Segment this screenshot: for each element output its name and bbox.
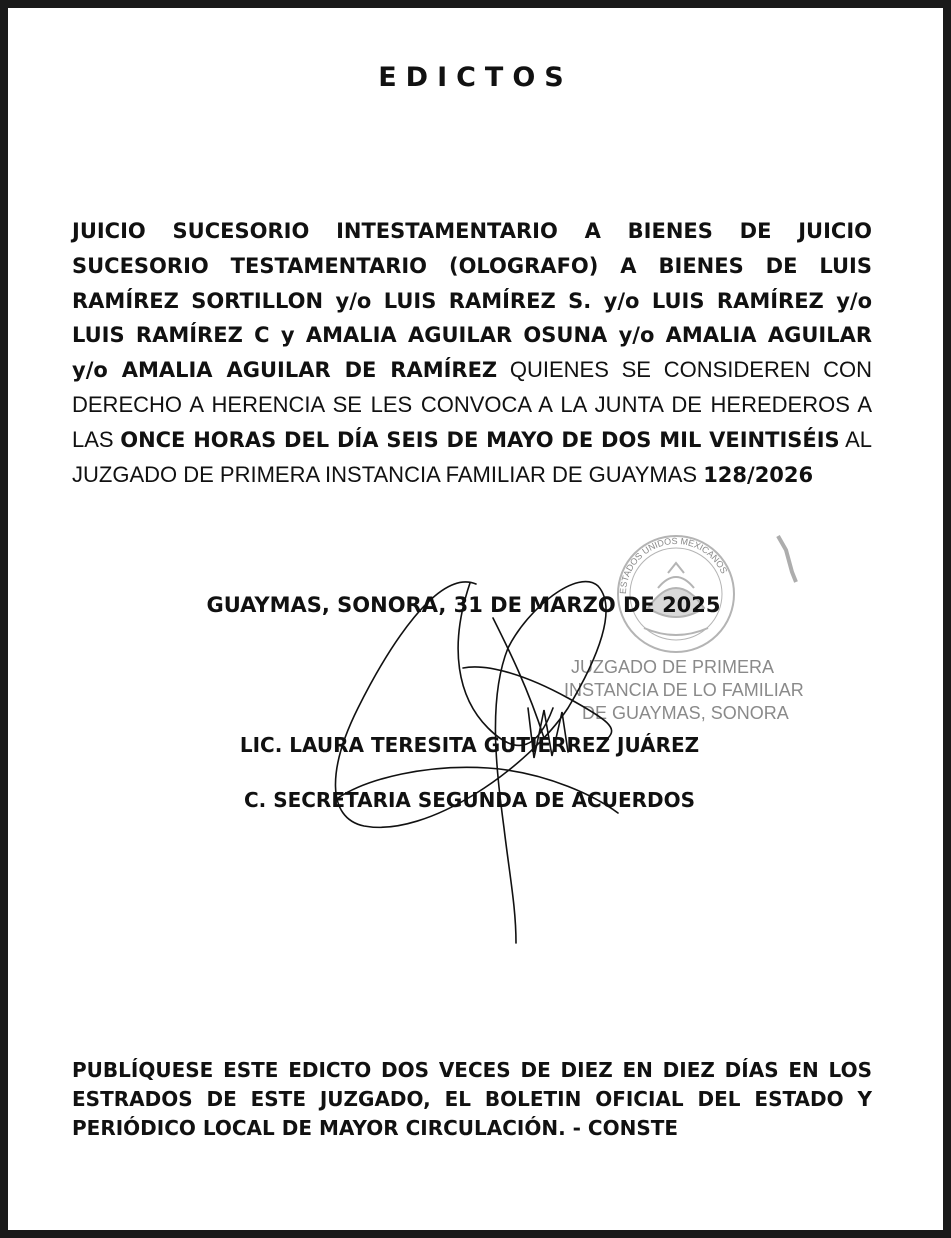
edict-bold-intro: JUICIO SUCESORIO INTESTAMENTARIO A BIENES DE JUICIO SUCESORIO TESTAMENTARIO (OLOGRAFO) A BIENES DE LUIS RAMÍREZ SORTILLON y/o LUIS RAMÍREZ S. y/o LUIS RAMÍREZ y/o LUIS RAMÍREZ C y AMALIA AGUILAR OSUNA y/o AMALIA AGUILAR y/o AMALIA AGUILAR DE RAMÍREZ bbox=[72, 219, 872, 383]
document-page bbox=[8, 8, 943, 1230]
publication-footer: PUBLÍQUESE ESTE EDICTO DOS VECES DE DIEZ EN DIEZ DÍAS EN LOS ESTRADOS DE ESTE JUZGADO, EL BOLETIN OFICIAL DEL ESTADO Y PERIÓDICO LOCAL DE MAYOR CIRCULACIÓN. - CONSTE bbox=[72, 1058, 872, 1140]
stamp-line-2: INSTANCIA DE LO FAMILIAR bbox=[564, 680, 804, 700]
date-line: GUAYMAS, SONORA, 31 DE MARZO DE 2025 bbox=[206, 593, 721, 617]
signatory-role: C. SECRETARIA SEGUNDA DE ACUERDOS bbox=[243, 788, 696, 812]
seal-text: ESTADOS UNIDOS MEXICANOS bbox=[617, 535, 730, 595]
stamp-line-3: DE GUAYMAS, SONORA bbox=[582, 703, 789, 723]
document-title: EDICTOS bbox=[378, 62, 573, 93]
stamp-line-1: JUZGADO DE PRIMERA bbox=[571, 657, 775, 677]
handwritten-signature bbox=[8, 8, 943, 1230]
edict-text-2: AL JUZGADO DE PRIMERA INSTANCIA FAMILIAR DE GUAYMAS bbox=[72, 426, 873, 487]
edict-bold-date: ONCE HORAS DEL DÍA SEIS DE MAYO DE DOS MIL VEINTISÉIS bbox=[120, 427, 840, 452]
edict-text-1: QUIENES SE CONSIDEREN CON DERECHO A HERENCIA SE LES CONVOCA A LA JUNTA DE HEREDEROS A LAS bbox=[72, 357, 872, 452]
edict-case-number: 128/2026 bbox=[703, 462, 814, 487]
signatory-name: LIC. LAURA TERESITA GUTIERREZ JUÁREZ bbox=[239, 733, 700, 757]
